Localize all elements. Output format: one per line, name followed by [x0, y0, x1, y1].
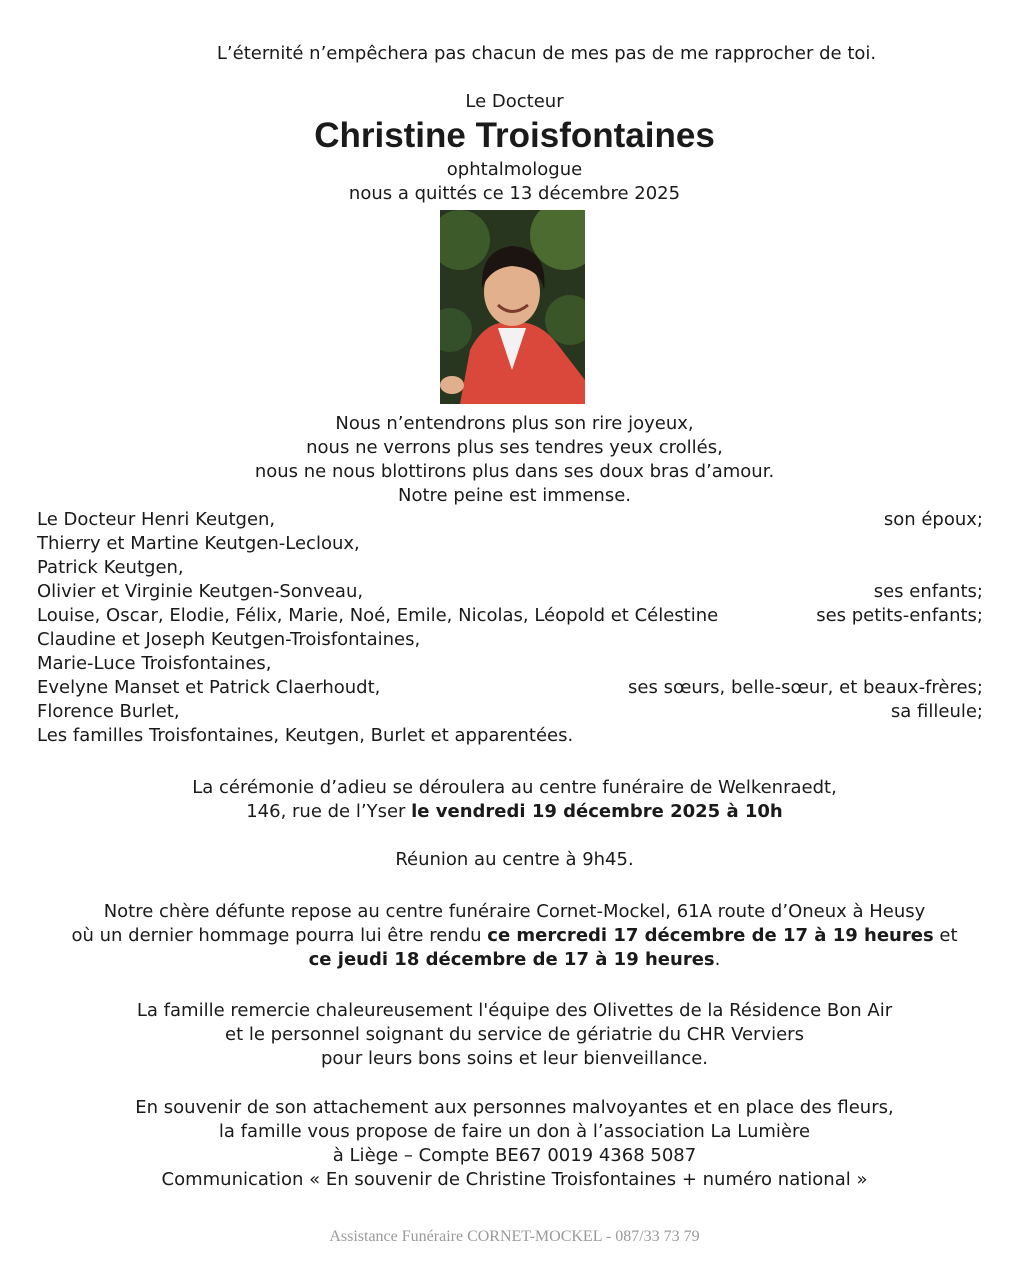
donation-line: la famille vous propose de faire un don à l’association La Lumière [218, 1121, 811, 1142]
family-names: Olivier et Virginie Keutgen-Sonveau, [37, 581, 364, 602]
deceased-name: Christine Troisfontaines [314, 116, 715, 155]
donation-line: à Liège – Compte BE67 0019 4368 5087 [332, 1145, 697, 1166]
ceremony-line: La cérémonie d’adieu se déroulera au centre funéraire de Welkenraedt, [192, 777, 837, 798]
family-row [37, 652, 983, 676]
family-relation: ses sœurs, belle-sœur, et beaux-frères; [628, 677, 983, 698]
family-row [37, 532, 983, 556]
family-row [37, 676, 983, 700]
family-names: Patrick Keutgen, [37, 557, 184, 578]
death-notice: nous a quittés ce 13 décembre 2025 [348, 183, 681, 204]
poem-line: nous ne nous blottirons plus dans ses doux bras d’amour. [254, 461, 775, 482]
family-row [37, 556, 983, 580]
repose-line [0, 924, 1029, 948]
visiting-date-2: ce jeudi 18 décembre de 17 à 19 heures [308, 949, 715, 970]
family-row [37, 604, 983, 628]
title-prefix: Le Docteur [465, 91, 564, 112]
family-names: Le Docteur Henri Keutgen, [37, 509, 276, 530]
family-relation: son époux; [883, 509, 983, 530]
repose-line: Notre chère défunte repose au centre funéraire Cornet-Mockel, 61A route d’Oneux à Heusy [103, 901, 926, 922]
family-names: Florence Burlet, [37, 701, 180, 722]
reunion-line: Réunion au centre à 9h45. [395, 849, 634, 870]
poem-line: Notre peine est immense. [398, 485, 631, 506]
family-names: Thierry et Martine Keutgen-Lecloux, [37, 533, 360, 554]
reunion-info [0, 848, 1029, 872]
family-names: Marie-Luce Troisfontaines, [37, 653, 272, 674]
ceremony-line [0, 800, 1029, 824]
repose-line [0, 948, 1029, 972]
ceremony-address: 146, rue de l’Yser [246, 801, 412, 822]
family-row [37, 724, 983, 748]
family-names: Louise, Oscar, Elodie, Félix, Marie, Noé, Emile, Nicolas, Léopold et Célestine [37, 605, 719, 626]
thanks-line: pour leurs bons soins et leur bienveillance. [320, 1048, 709, 1069]
family-row [37, 580, 983, 604]
portrait-photo [440, 210, 585, 404]
funeral-home-footer: Assistance Funéraire CORNET-MOCKEL - 087/33 73 79 [329, 1228, 700, 1245]
family-relation: sa filleule; [890, 701, 983, 722]
ceremony-info [0, 776, 1029, 824]
family-relation: ses petits-enfants; [816, 605, 983, 626]
family-row [37, 628, 983, 652]
family-names: Evelyne Manset et Patrick Claerhoudt, [37, 677, 381, 698]
repose-text: et [933, 925, 958, 946]
donation-line: Communication « En souvenir de Christine Troisfontaines + numéro national » [161, 1169, 868, 1190]
epitaph-quote: L’éternité n’empêchera pas chacun de mes pas de me rapprocher de toi. [216, 43, 877, 64]
poem-line: nous ne verrons plus ses tendres yeux crollés, [306, 437, 723, 458]
family-relation: ses enfants; [873, 581, 983, 602]
thanks-info [0, 999, 1029, 1071]
thanks-line: et le personnel soignant du service de gériatrie du CHR Verviers [225, 1024, 804, 1045]
thanks-line: La famille remercie chaleureusement l'équipe des Olivettes de la Résidence Bon Air [136, 1000, 893, 1021]
repose-info [0, 900, 1029, 972]
donation-info [0, 1096, 1029, 1192]
visiting-date-1: ce mercredi 17 décembre de 17 à 19 heures [487, 925, 934, 946]
poem-line: Nous n’entendrons plus son rire joyeux, [335, 413, 694, 434]
ceremony-date: le vendredi 19 décembre 2025 à 10h [411, 801, 783, 822]
family-names: Claudine et Joseph Keutgen-Troisfontaines, [37, 629, 421, 650]
family-row [37, 700, 983, 724]
family-list [37, 508, 983, 748]
donation-line: En souvenir de son attachement aux personnes malvoyantes et en place des fleurs, [135, 1097, 894, 1118]
profession: ophtalmologue [446, 159, 583, 180]
repose-text: où un dernier hommage pourra lui être rendu [71, 925, 488, 946]
family-names: Les familles Troisfontaines, Keutgen, Burlet et apparentées. [37, 725, 574, 746]
repose-text: . [714, 949, 721, 970]
poem [0, 412, 1029, 508]
family-row [37, 508, 983, 532]
